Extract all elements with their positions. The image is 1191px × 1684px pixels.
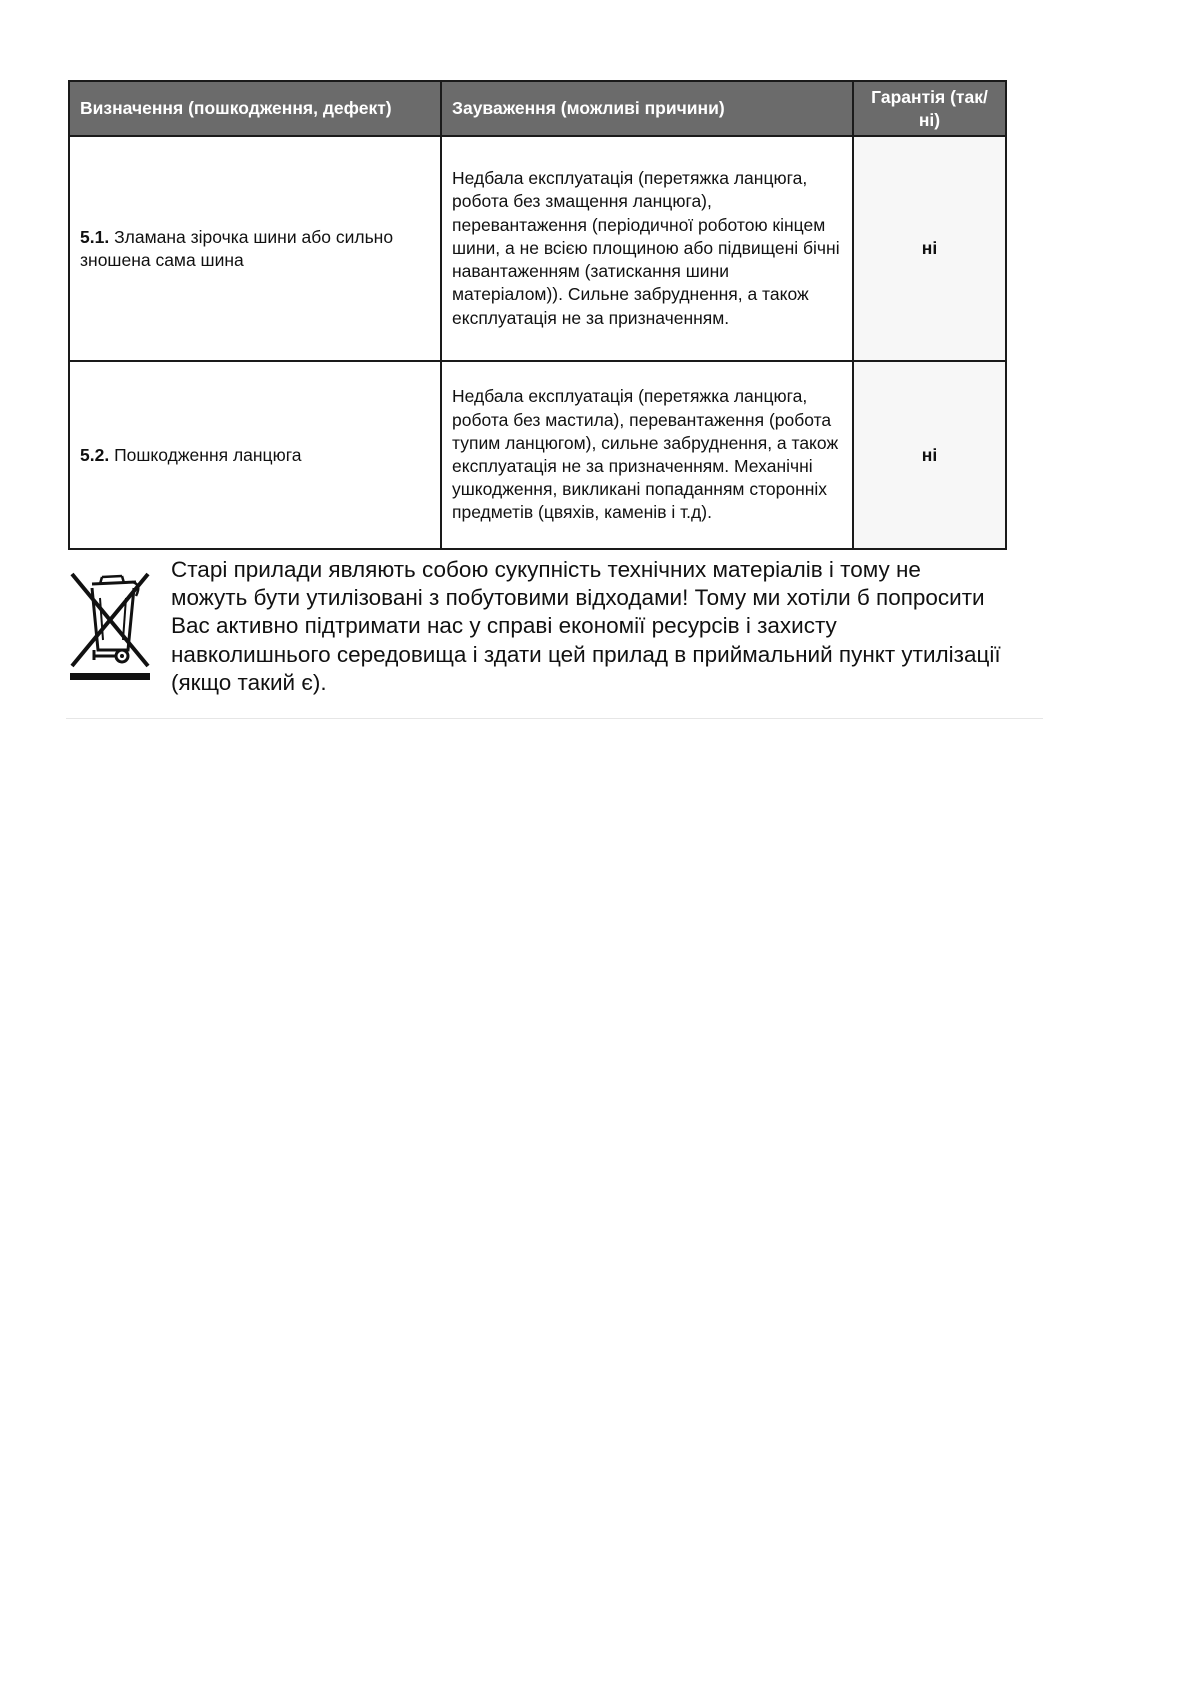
table-header-row <box>69 81 1006 136</box>
warranty-table <box>68 80 1007 550</box>
crossed-out-wheelie-bin-icon <box>70 570 150 680</box>
row-number: 5.1. <box>80 226 110 247</box>
row-notes: Недбала експлуатація (перетяжка ланцюга, робота без мастила), перевантаження (робота тупим ланцюгом), сильне забруднення, а також експлуатація не за призначенням. Механічні ушкодження, викликані попаданням сторонніх предметів (цвяхів, каменів і т.д). <box>441 361 853 549</box>
disposal-text: Старі прилади являють собою сукупність технічних матеріалів і тому не можуть бути утилізовані з побутовими відходами! Тому ми хотіли б попросити Вас активно підтримати нас у справі економії ресурсів і захисту навколишнього середовища і здати цей прилад в приймальний пункт утилізації (якщо такий є). <box>171 557 1001 695</box>
header-notes: Зауваження (можливі причини) <box>441 81 853 136</box>
header-definition: Визначення (пошкодження, дефект) <box>69 81 441 136</box>
page-divider <box>66 718 1043 719</box>
disposal-notice <box>70 556 1000 706</box>
row-definition-cell <box>69 136 441 361</box>
row-definition: Зламана зірочка шини або сильно зношена сама шина <box>80 226 394 270</box>
row-warranty: ні <box>853 136 1006 361</box>
table-row <box>69 361 1006 549</box>
table-row <box>69 136 1006 361</box>
row-definition-cell <box>69 361 441 549</box>
row-warranty: ні <box>853 361 1006 549</box>
row-definition: Пошкодження ланцюга <box>114 444 302 465</box>
row-number: 5.2. <box>80 444 110 465</box>
header-warranty: Гарантія (так/ні) <box>853 81 1006 136</box>
row-notes: Недбала експлуатація (перетяжка ланцюга, робота без змащення ланцюга), перевантаження (періодичної роботою кінцем шини, а не всією площиною або підвищені бічні навантаженням (затискання шини матеріалом)). Сильне забруднення, а також експлуатація не за призначенням. <box>441 136 853 361</box>
